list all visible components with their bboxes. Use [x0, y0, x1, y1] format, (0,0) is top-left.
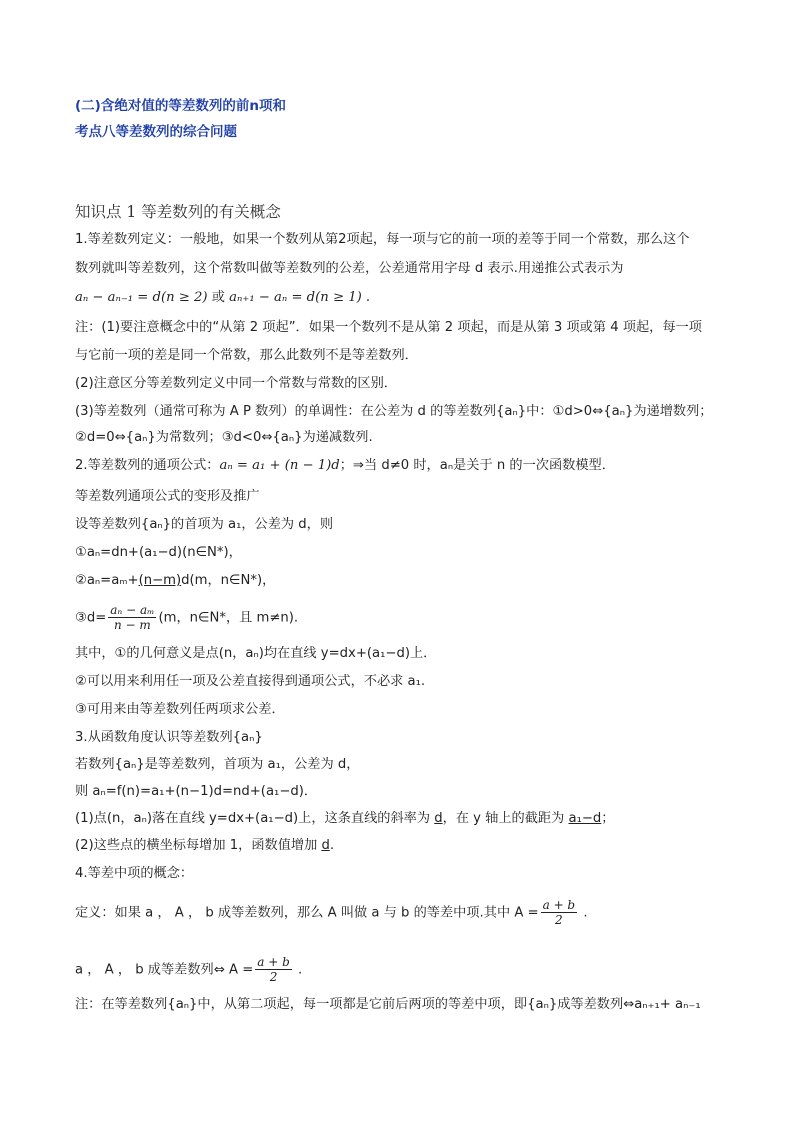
fraction-denominator: n − m: [113, 618, 151, 632]
slope-answer: d: [434, 811, 443, 826]
intercept-answer: a₁−d: [568, 811, 602, 826]
variant-2-underlined: (n−m): [138, 573, 182, 588]
middle-term-definition: [75, 898, 588, 927]
definition-pre: 定义：如果 a ， A ， b 成等差数列，那么 A 叫做 a 与 b 的等差中项.其中 A =: [75, 905, 539, 921]
fraction-denominator: 2: [555, 913, 563, 927]
formula-n-ge-1: aₙ₊₁ − aₙ = d(n ≥ 1): [229, 290, 362, 305]
function-view-line-1: 若数列{aₙ}是等差数列，首项为 a₁，公差为 d，: [75, 757, 360, 772]
section-title: 知识点 1 等差数列的有关概念: [75, 203, 281, 221]
general-term-tail: ；⇒当 d≠0 时，aₙ是关于 n 的一次函数模型．: [339, 458, 615, 473]
fraction-numerator: a + b: [257, 955, 290, 969]
function-view-line-2: 则 aₙ=f(n)=a₁+(n−1)d=nd+(a₁−d)．: [75, 784, 318, 799]
note-2: (2)注意区分等差数列定义中同一个常数与常数的区别．: [75, 376, 397, 391]
variant-2-pre: ②aₙ=aₘ+: [75, 573, 139, 588]
general-term-formula: aₙ = a₁ + (n − 1)d: [219, 458, 340, 473]
variant-2-post: d(m，n∈N*)，: [181, 573, 276, 588]
fraction-numerator: a + b: [542, 898, 576, 912]
general-term-line: [75, 456, 615, 476]
middle-term-title: 4.等差中项的概念：: [75, 866, 194, 881]
definition-end: .: [579, 905, 588, 921]
meaning-1: 其中，①的几何意义是点(n，aₙ)均在直线 y=dx+(a₁−d)上．: [75, 646, 437, 661]
variant-3-pre: ③d=: [75, 610, 107, 626]
note-3-line-2: ②d=0⇔{aₙ}为常数列；③d<0⇔{aₙ}为递减数列.: [75, 430, 373, 445]
variants-subtitle: 等差数列通项公式的变形及推广: [75, 489, 260, 504]
fraction-denominator: 2: [269, 970, 278, 984]
variant-1: ①aₙ=dn+(a₁−d)(n∈N*)，: [75, 545, 242, 560]
function-view-line-3: [75, 809, 614, 829]
note-3-line-1: (3)等差数列（通常可称为 A P 数列）的单调性：在公差为 d 的等差数列{aₙ}中：①d>0⇔{aₙ}为递增数列；: [75, 404, 713, 419]
outline-item-topic-eight: 考点八等差数列的综合问题: [75, 124, 237, 140]
note-1-line-1: 注：(1)要注意概念中的“从第 2 项起”．如果一个数列不是从第 2 项起，而是从第 3 项或第 4 项起，每一项: [75, 320, 702, 335]
general-term-lead: 2.等差数列的通项公式：: [75, 458, 220, 473]
line-3-mid: ，在 y 轴上的截距为: [442, 811, 569, 826]
middle-term-equivalence: [75, 955, 302, 984]
recursion-formula: [75, 288, 370, 308]
note-1-line-2: 与它前一项的差是同一个常数，那么此数列不是等差数列．: [75, 348, 418, 363]
definition-line-1: 1.等差数列定义：一般地，如果一个数列从第2项起，每一项与它的前一项的差等于同一个常数，那么这个: [75, 232, 690, 247]
increment-answer: d: [321, 838, 330, 853]
equivalence-pre: a ， A ， b 成等差数列⇔ A =: [75, 962, 254, 978]
period: .: [361, 290, 371, 305]
variant-3-fraction: [108, 603, 156, 632]
definition-line-2: 数列就叫等差数列，这个常数叫做等差数列的公差，公差通常用字母 d 表示.用递推公式表示为: [75, 261, 624, 276]
variants-setup: 设等差数列{aₙ}的首项为 a₁，公差为 d，则: [75, 517, 334, 532]
middle-term-note: 注：在等差数列{aₙ}中，从第二项起，每一项都是它前后两项的等差中项，即{aₙ}成等差数列⇔aₙ₊₁+ aₙ₋₁: [75, 997, 701, 1012]
middle-term-fraction: [541, 898, 578, 927]
line-3-end: ；: [601, 811, 615, 826]
fraction-numerator: aₙ − aₘ: [110, 603, 155, 617]
variant-3: [75, 603, 298, 632]
line-3-pre: (1)点(n，aₙ)落在直线 y=dx+(a₁−d)上，这条直线的斜率为: [75, 811, 435, 826]
meaning-2: ②可以用来利用任一项及公差直接得到通项公式，不必求 a₁.: [75, 674, 426, 689]
formula-n-ge-2: aₙ − aₙ₋₁ = d(n ≥ 2): [75, 290, 208, 305]
meaning-3: ③可用来由等差数列任两项求公差．: [75, 702, 285, 717]
or-text: 或: [207, 290, 230, 305]
function-view-title: 3.从函数角度认识等差数列{aₙ}: [75, 730, 263, 745]
function-view-line-4: [75, 836, 334, 856]
outline-item-absolute-sum: (二)含绝对值的等差数列的前n项和: [75, 98, 286, 114]
variant-3-post: (m，n∈N*，且 m≠n).: [158, 610, 299, 626]
line-4-pre: (2)这些点的横坐标每增加 1，函数值增加: [75, 838, 322, 853]
variant-2: [75, 571, 275, 591]
line-4-end: .: [329, 838, 335, 853]
equivalence-end: .: [293, 962, 303, 978]
equivalence-fraction: [255, 955, 292, 984]
